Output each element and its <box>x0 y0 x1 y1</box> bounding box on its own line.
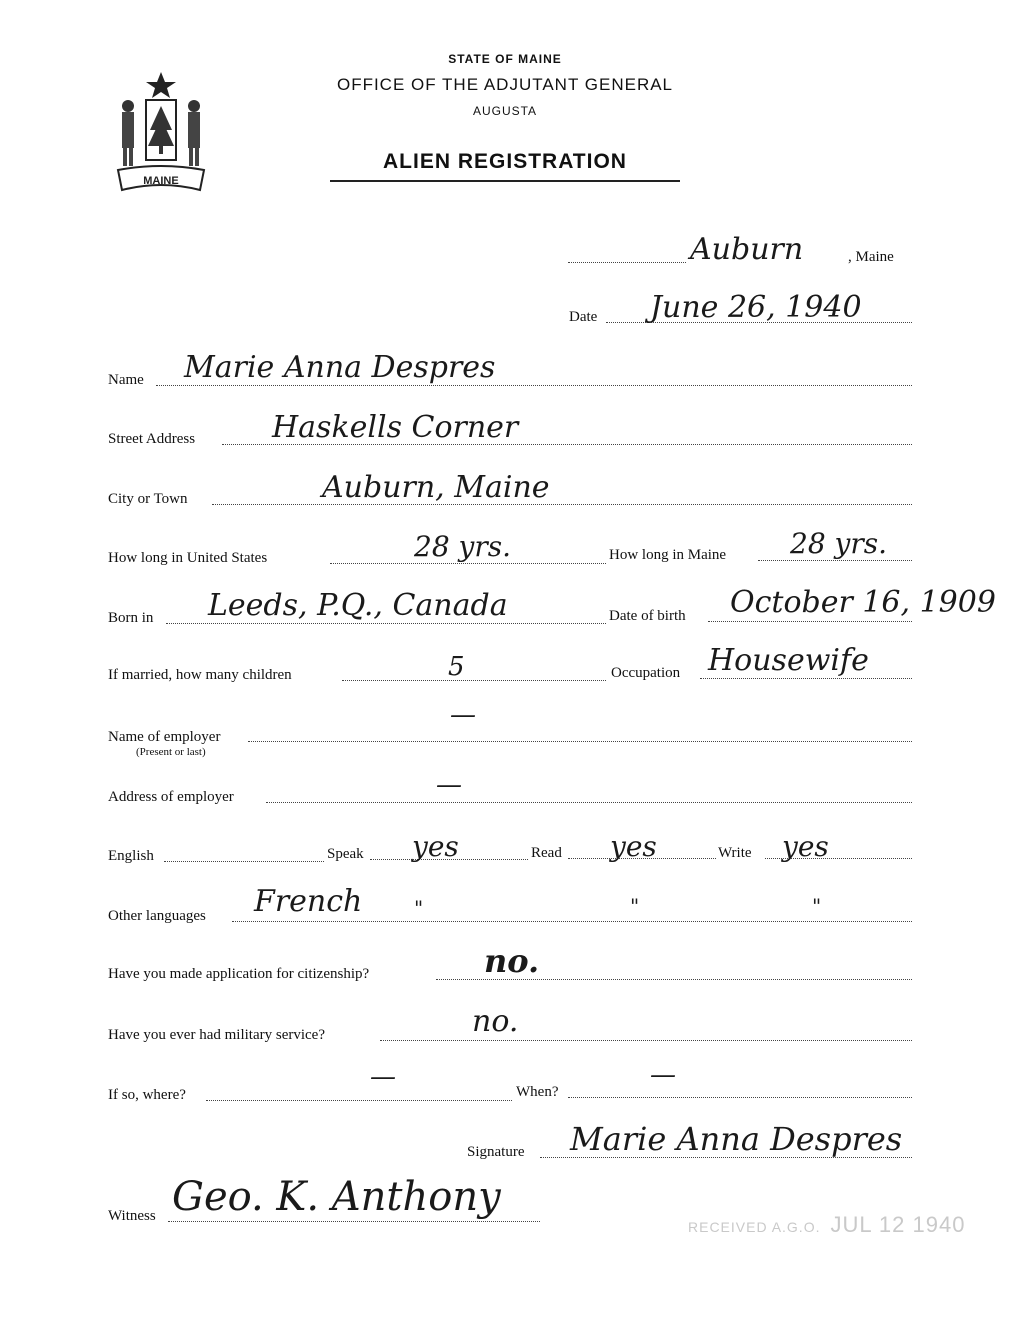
employer-name-sublabel: (Present or last) <box>136 746 206 758</box>
received-stamp <box>688 1212 965 1238</box>
occupation-value: Housewife <box>708 643 869 678</box>
where-value: — <box>370 1062 396 1092</box>
citizenship-value: no. <box>484 942 540 980</box>
witness-label: Witness <box>108 1208 156 1224</box>
location-suffix: , Maine <box>848 249 894 265</box>
english-line <box>164 861 324 862</box>
when-value: — <box>650 1060 676 1090</box>
read-value: yes <box>610 830 657 863</box>
how-long-maine-label: How long in Maine <box>609 547 727 563</box>
signature-label: Signature <box>467 1144 525 1160</box>
dob-line <box>708 621 912 622</box>
city-heading: AUGUSTA <box>472 104 538 118</box>
stamp-received-text: RECEIVED A.G.O. <box>688 1219 821 1235</box>
english-label: English <box>108 848 154 864</box>
children-label: If married, how many children <box>108 667 292 683</box>
children-value: 5 <box>448 652 465 682</box>
dob-value: October 16, 1909 <box>730 585 996 620</box>
street-label: Street Address <box>108 431 196 447</box>
employer-name-label: Name of employer <box>108 729 221 745</box>
children-line <box>342 680 606 681</box>
military-value: no. <box>472 1004 519 1039</box>
when-line <box>568 1097 912 1098</box>
maine-state-seal <box>108 68 214 196</box>
write-label: Write <box>718 845 752 861</box>
read-label: Read <box>531 845 562 861</box>
other-languages-label: Other languages <box>108 908 206 924</box>
how-long-maine-line <box>758 560 912 561</box>
date-value: June 26, 1940 <box>650 290 862 325</box>
employer-name-line <box>248 741 912 742</box>
street-value: Haskells Corner <box>272 410 519 445</box>
name-value: Marie Anna Despres <box>184 350 496 385</box>
location-line <box>568 262 686 263</box>
speak-value: yes <box>412 830 459 863</box>
employer-address-value: — <box>436 770 462 800</box>
witness-value: Geo. K. Anthony <box>172 1174 501 1220</box>
how-long-us-value: 28 yrs. <box>414 530 512 563</box>
born-in-line <box>166 623 606 624</box>
city-line <box>212 504 912 505</box>
when-label: When? <box>516 1084 559 1100</box>
write-value: yes <box>782 830 829 863</box>
seal-text: MAINE <box>143 175 179 187</box>
occupation-line <box>700 678 912 679</box>
dob-label: Date of birth <box>609 608 686 624</box>
date-label: Date <box>569 309 598 325</box>
speak-label: Speak <box>327 846 364 862</box>
city-label: City or Town <box>108 491 188 507</box>
ditto-mark-1: " <box>414 896 424 920</box>
witness-line <box>168 1221 540 1222</box>
military-label: Have you ever had military service? <box>108 1027 325 1043</box>
military-line <box>380 1040 912 1041</box>
office-heading: OFFICE OF THE ADJUTANT GENERAL <box>336 75 674 94</box>
state-heading: STATE OF MAINE <box>448 52 562 66</box>
employer-name-value: — <box>450 700 476 730</box>
where-line <box>206 1100 512 1101</box>
how-long-us-line <box>330 563 606 564</box>
city-value: Auburn, Maine <box>322 470 550 505</box>
name-label: Name <box>108 372 144 388</box>
ditto-mark-2: " <box>630 894 640 918</box>
where-label: If so, where? <box>108 1087 186 1103</box>
born-in-value: Leeds, P.Q., Canada <box>208 588 508 623</box>
how-long-maine-value: 28 yrs. <box>790 527 888 560</box>
form-title: ALIEN REGISTRATION <box>330 150 680 182</box>
name-line <box>156 385 912 386</box>
how-long-us-label: How long in United States <box>108 550 268 566</box>
signature-value: Marie Anna Despres <box>570 1120 903 1158</box>
employer-address-line <box>266 802 912 803</box>
occupation-label: Occupation <box>611 665 681 681</box>
employer-address-label: Address of employer <box>108 789 234 805</box>
other-languages-line <box>232 921 912 922</box>
other-languages-value: French <box>254 884 363 919</box>
ditto-mark-3: " <box>812 894 822 918</box>
location-value: Auburn <box>690 232 804 267</box>
born-in-label: Born in <box>108 610 154 626</box>
citizenship-label: Have you made application for citizenship? <box>108 966 370 982</box>
stamp-date: JUL 12 1940 <box>830 1212 966 1237</box>
